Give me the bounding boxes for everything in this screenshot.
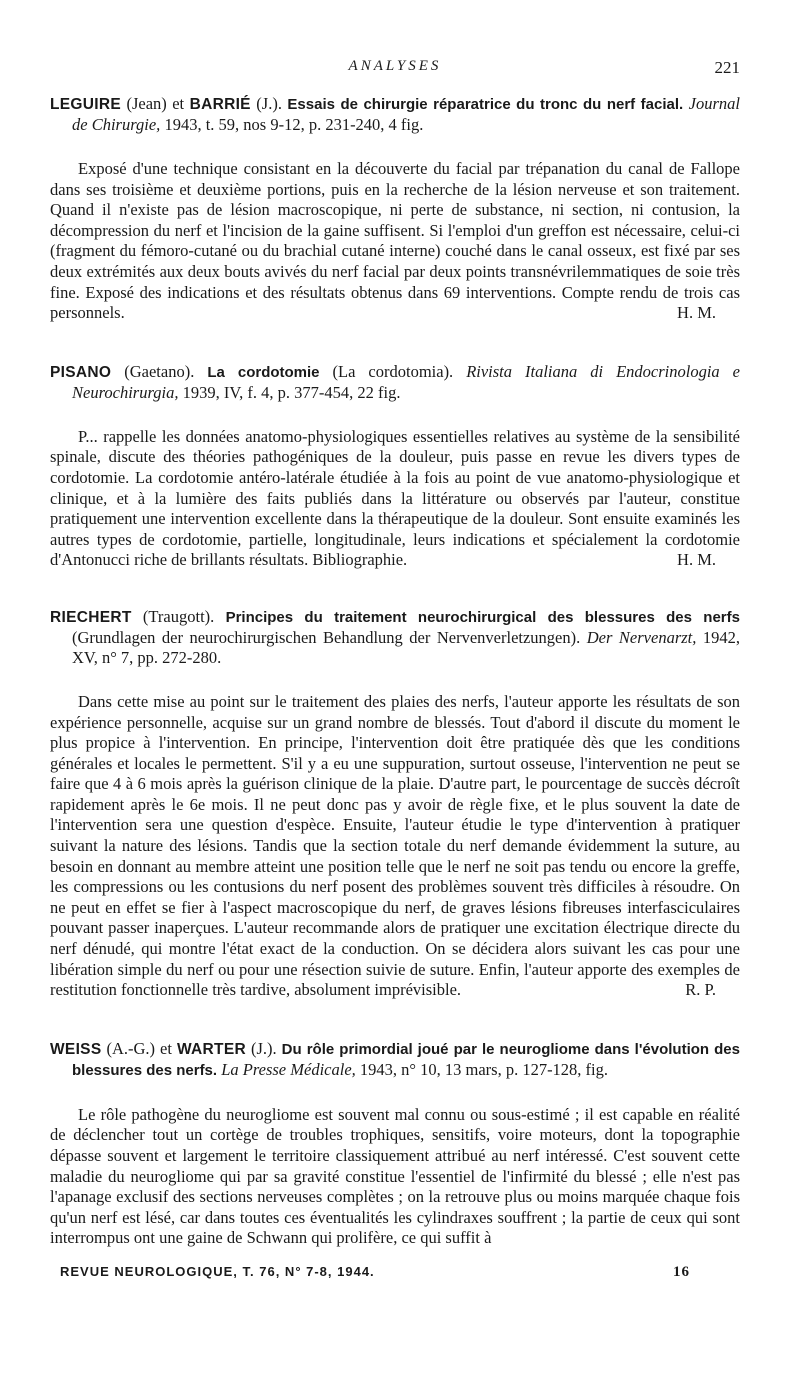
article-title: Essais de chirurgie réparatrice du tronc du nerf facial. [287, 96, 684, 113]
page-number: 221 [714, 58, 740, 77]
citation-details: 1943, n° 10, 13 mars, p. 127-128, fig. [355, 1059, 609, 1079]
author-detail: (A.-G.) et [101, 1038, 177, 1058]
journal-name: Rivista Italiana di Endocrinologia e Neurochirurgia, [72, 361, 740, 402]
footer-sheet-number: 16 [673, 1264, 690, 1280]
article-title: Du rôle primordial joué par le neurogliome dans l'évolution des blessures des nerfs. [72, 1040, 740, 1079]
reviewer-signature: H. M. [677, 550, 716, 570]
reviewer-signature: R. P. [685, 980, 716, 1000]
author-detail: (Jean) et [121, 94, 190, 113]
running-head [50, 58, 740, 84]
journal-name: Der Nervenarzt, [586, 627, 697, 647]
abstract-text: Dans cette mise au point sur le traitement des plaies des nerfs, l'auteur apporte les résultats de son expérience personnelle, acquise sur un grand nombre de blessés. Tout d'abord il discute du moment le plus propice à l'intervention. En principe, l'intervention doit être pratiquée dès que les conditions générales et locales le permettent. S'il y a eu une suppuration, surtout osseuse, l'intervention ne peut se faire que 4 à 6 mois après la guérison clinique de la plaie. D'autre part, le pourcentage de succès décroît rapidement après le 6e mois. Il ne peut donc pas y avoir de règle fixe, et le plus souvent la date de l'intervention sera une question d'espèce. Ensuite, l'auteur étudie le type d'intervention à pratiquer suivant la nature des lésions. Tandis que la section totale du nerf demande évidemment la suture, au besoin en donnant au membre atteint une position telle que le nerf ne soit pas tendu ou encore la greffe, les compressions ou les contusions du nerf posent des problèmes souvent très difficiles à résoudre. On ne peut en effet se fier à l'aspect macroscopique du nerf, de graves lésions fibreuses interfasciculaires pouvant passer inaperçues. L'auteur recommande alors de pratiquer une excitation électrique directe du nerf dénudé, qui montre l'état exact de la conduction. On se décidera alors suivant les cas pour une libération simple du nerf ou pour une résection suivie de suture. Enfin, l'auteur apporte des exemples de restitution fonctionnelle très tardive, absolument imprévisible. [50, 691, 740, 1000]
original-title: (Grundlagen der neurochirurgischen Behandlung der Nervenverletzungen). [72, 627, 587, 647]
author-detail: (J.). [250, 94, 288, 113]
citation-details: 1939, IV, f. 4, p. 377-454, 22 fig. [178, 382, 401, 402]
author-name: LEGUIRE [50, 96, 121, 113]
journal-name: La Presse Médicale, [221, 1059, 356, 1079]
author-name: RIECHERT [50, 608, 132, 626]
footer-journal-issue: REVUE NEUROLOGIQUE, T. 76, N° 7-8, 1944. [60, 1264, 375, 1279]
reference [50, 94, 740, 135]
running-title: ANALYSES [348, 58, 442, 74]
citation-details: 1942, XV, n° 7, pp. 272-280. [72, 627, 741, 667]
review-entry-pisano [50, 362, 740, 571]
reference [50, 362, 740, 403]
author-detail: (Gaetano). [111, 361, 208, 381]
abstract-text: Le rôle pathogène du neurogliome est souvent mal connu ou sous-estimé ; il est capable en réalité de déclencher tout un cortège de troubles trophiques, sensitifs, voire moteurs, dont la topographie dépasse souvent et largement le territoire classiquement attribué au nerf intéressé. C'est souvent cette maladie du neurogliome qui par sa gravité constitue l'essentiel de l'infirmité du blessé ; elle n'est pas l'apanage exclusif des sections nerveuses complètes ; on la retrouve plus ou moins marquée chaque fois qu'un nerf est lésé, car dans toutes ces éventualités les cylindraxes souffrent ; la partie de ceux qui sont interrompus ont une gaine de Schwann qui prolifère, ce qui suffit à [50, 1104, 740, 1248]
author-name: WARTER [176, 1040, 246, 1058]
abstract [50, 692, 740, 1001]
author-name: WEISS [50, 1040, 102, 1058]
article-title: La cordotomie [207, 363, 320, 381]
abstract [50, 1105, 740, 1249]
abstract [50, 427, 740, 571]
review-entry-riechert [50, 607, 740, 1001]
citation-details: 1943, t. 59, nos 9-12, p. 231-240, 4 fig. [160, 115, 424, 134]
reference [50, 1039, 740, 1081]
page-footer [60, 1264, 690, 1280]
author-detail: (J.). [245, 1038, 282, 1058]
author-name: PISANO [50, 363, 112, 381]
review-entry-leguire [50, 94, 740, 324]
abstract-text: Exposé d'une technique consistant en la découverte du facial par trépanation du canal de Fallope dans ses troisième et deuxième portions, puis en la recherche de la lésion nerveuse et son traitement. Quand il n'existe pas de lésion macroscopique, ni perte de substance, ni section, ni contusion, la décompression du nerf et l'incision de la gaine suffisent. Si l'emploi d'un greffon est nécessaire, celui-ci (fragment du fémoro-cutané ou du brachial cutané interne) couché dans le canal osseux, est fixé par ses deux extrémités aux deux bouts avivés du nerf facial par deux points transnévrilemmatiques de soie très fine. Exposé des indications et des résultats obtenus dans 69 interventions. Compte rendu de trois cas personnels. [50, 159, 740, 323]
author-detail: (Traugott). [131, 606, 226, 626]
review-entry-weiss [50, 1039, 740, 1249]
abstract [50, 159, 740, 324]
original-title: (La cordotomia). [319, 361, 467, 381]
author-name: BARRIÉ [189, 96, 251, 113]
abstract-text: P... rappelle les données anatomo-physiologiques essentielles relatives au système de la sensibilité spinale, discute des théories pathogéniques de la douleur, puis passe en revue les divers types de cordotomie. La cordotomie antéro-latérale étudiée à la fois au point de vue anatomo-physiologique et clinique, et à la lumière des faits publiés dans la littérature ou observés par l'auteur, constitue pratiquement une intervention excellente dans la thérapeutique de la douleur. Sont ensuite examinés les autres types de cordotomie, partielle, longitudinale, leurs indications et spécialement la cordotomie d'Antonucci riche de brillants résultats. Bibliographie. [50, 426, 740, 570]
article-title: Principes du traitement neurochirurgical des blessures des nerfs [225, 608, 740, 626]
journal-name: Journal de Chirurgie, [72, 94, 740, 134]
reviewer-signature: H. M. [677, 303, 716, 323]
reference [50, 607, 740, 668]
page [50, 58, 740, 1249]
